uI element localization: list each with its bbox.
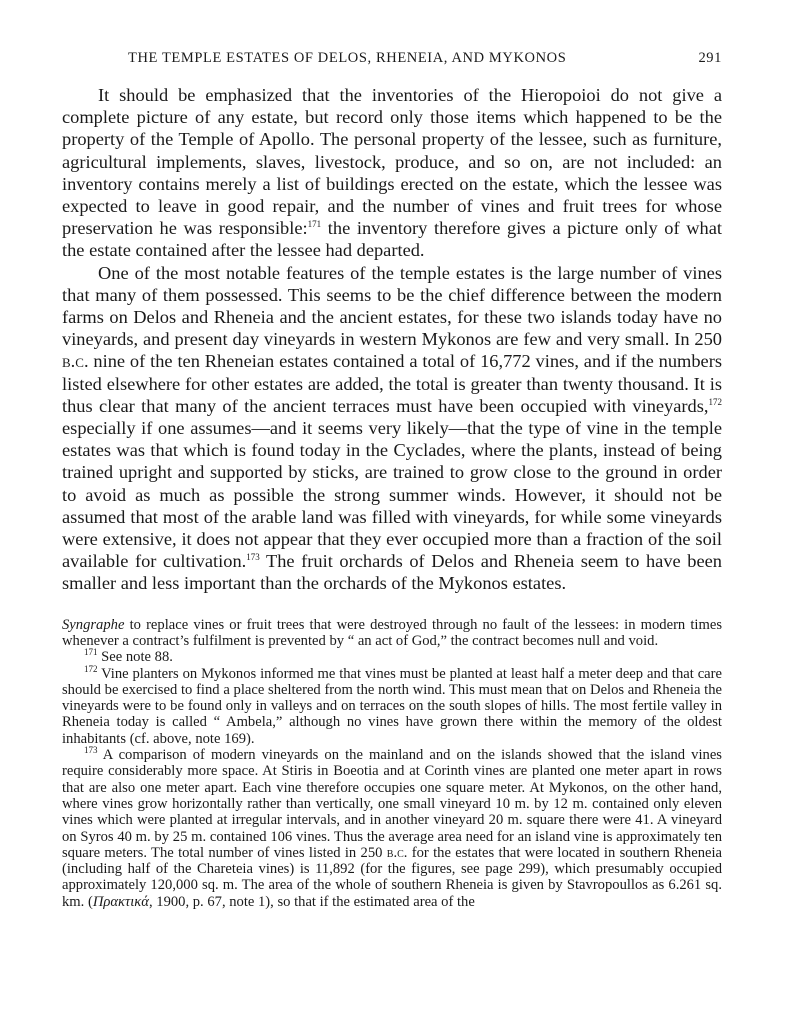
paragraph-2-b: nine of the ten Rheneian estates contained a total of 16,772 vines, and if the numbers listed elsewhere for other estates are added, the total is greater than twenty thousand. It is thus clear that many of the ancient terraces must have been occupied with vineyards, — [62, 351, 722, 416]
page-number: 291 — [698, 50, 722, 66]
footnote-173-greek-title: Πρακτικά — [92, 893, 149, 910]
running-title: THE TEMPLE ESTATES OF DELOS, RHENEIA, AND MYKONOS — [128, 50, 567, 66]
footnote-173-text-b: for the estates that were located in southern Rheneia (including half of the Chareteia vines) is 11,892 (for the figures, see page 299), which presumably occupied approximately 120,000 sq. m. The area of the whole of southern Rheneia is given by Stavropoullos as 6.261 sq. km. ( — [62, 844, 722, 910]
footnote-continuation-text: to replace vines or fruit trees that were destroyed through no fault of the lessees: in modern times whenever a contract’s fulfilment is prevented by “ an act of God,” the contract becomes null and void. — [62, 616, 722, 649]
footnote-ref-172[interactable]: 172 — [708, 396, 722, 407]
footnote-173-number: 173 — [84, 745, 98, 756]
paragraph-2 — [62, 262, 722, 595]
footnote-ref-173[interactable]: 173 — [246, 552, 260, 563]
footnote-172-text: Vine planters on Mykonos informed me that vines must be planted at least half a meter deep and that care should be exercised to find a place sheltered from the north wind. This must mean that on Delos and Rheneia the vineyards were to be found only in valleys and on terraces on the south slopes of hills. The most fertile valley in Rheneia today is called “ Ambela,” although no vines have grown there within the memory of the oldest inhabitants (cf. above, note 169). — [62, 665, 722, 747]
era-abbrev: b.c. — [62, 351, 89, 372]
paragraph-2-c: especially if one assumes—and it seems very likely—that the type of vine in the temple estates was that which is found today in the Cyclades, where the plants, instead of being trained upright and supported by sticks, are trained to grow close to the ground in order to avoid as much as possible the strong summer winds. However, it should not be assumed that most of the arable land was filled with vineyards, for while some vineyards were extensive, it does not appear that they ever occupied more than a fraction of the soil available for cultivation. — [62, 418, 722, 572]
footnotes — [62, 617, 722, 910]
footnote-italic-term: Syngraphe — [62, 616, 125, 633]
footnote-continuation — [62, 617, 722, 650]
paragraph-1 — [62, 84, 722, 262]
footnote-173 — [62, 747, 722, 910]
footnote-172-number: 172 — [84, 663, 98, 674]
footnote-ref-171[interactable]: 171 — [307, 219, 322, 230]
page — [62, 50, 722, 910]
main-text — [62, 84, 722, 595]
paragraph-2-d: The fruit orchards of Delos and Rheneia seem to have been smaller and less important than the orchards of the Mykonos estates. — [62, 551, 723, 594]
footnote-172 — [62, 663, 722, 747]
footnote-171 — [62, 649, 722, 665]
paragraph-2-a: One of the most notable features of the temple estates is the large number of vines that many of them possessed. This seems to be the chief difference between the modern farms on Delos and Rheneia and the ancient estates, for these two islands today have no vineyards, and present day vineyards in western Mykonos are few and very small. In 250 — [62, 262, 722, 350]
footnote-173-text-c: , 1900, p. 67, note 1), so that if the estimated area of the — [148, 893, 475, 910]
footnote-173-text-a: A comparison of modern vineyards on the mainland and on the islands showed that the island vines require considerably more space. At Stiris in Boeotia and at Corinth vines are planted one meter apart in rows that are also one meter apart. Each vine therefore occupies one square meter. At Mykonos, on the other hand, where vines grow horizontally rather than vertically, one small vineyard 10 m. by 12 m. contained only eleven vines which were planted at irregular intervals, and in another vineyard 20 m. square there were 41. A vineyard on Syros 40 m. by 25 m. contained 106 vines. Thus the average area need for an island vine is approximately ten square meters. The total number of vines listed in 250 — [62, 747, 722, 861]
running-header — [62, 50, 722, 67]
paragraph-1-text-after: the inventory therefore gives a picture only of what the estate contained after the lessee had departed. — [62, 218, 722, 261]
paragraph-1-text: It should be emphasized that the inventories of the Hieropoioi do not give a complete picture of any estate, but record only those items which happened to be the property of the Temple of Apollo. The personal property of the lessee, such as furniture, agricultural implements, slaves, livestock, produce, and so on, are not included: an inventory contains merely a list of buildings erected on the estate, which the lessee was expected to leave in good repair, and the number of vines and fruit trees for whose preservation he was responsible: — [62, 85, 722, 239]
footnote-171-number: 171 — [84, 647, 98, 658]
footnote-171-text: See note 88. — [97, 649, 173, 666]
footnote-173-era: b.c. — [386, 844, 408, 861]
